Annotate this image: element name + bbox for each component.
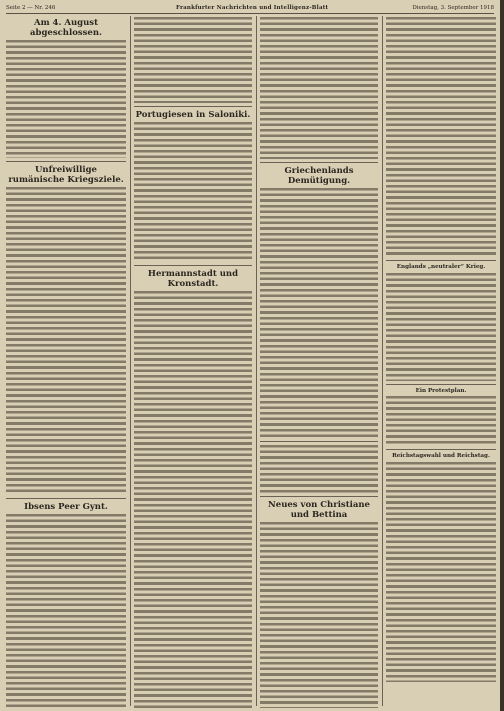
headline: Unfreiwillige rumänische Kriegsziele. bbox=[8, 165, 124, 185]
headline: Hermannstadt und Kronstadt. bbox=[147, 269, 239, 289]
article-body bbox=[6, 40, 126, 158]
page-header bbox=[6, 3, 494, 14]
article-body bbox=[386, 17, 496, 257]
article-body bbox=[134, 122, 252, 262]
headline: Ein Protestplan. bbox=[415, 387, 467, 394]
headline: Ibsens Peer Gynt. bbox=[24, 502, 108, 512]
article-body bbox=[260, 445, 378, 493]
article-body bbox=[134, 291, 252, 708]
page-edge bbox=[500, 0, 504, 711]
headline: Am 4. August abgeschlossen. bbox=[30, 18, 102, 38]
issue-date: Dienstag, 3. September 1918 bbox=[412, 5, 494, 11]
column-2 bbox=[134, 16, 252, 708]
article-body bbox=[260, 188, 378, 438]
article-body bbox=[260, 17, 378, 159]
headline: Portugiesen in Saloniki. bbox=[135, 110, 251, 120]
headline: Griechenlands Demütigung. bbox=[284, 166, 354, 186]
article-body bbox=[260, 522, 378, 708]
headline: Reichstagswahl und Reichstag. bbox=[392, 453, 490, 459]
page-number: Seite 2 — Nr. 246 bbox=[6, 5, 56, 11]
headline: Englands „neutraler“ Krieg. bbox=[396, 264, 486, 270]
article-body bbox=[6, 514, 126, 708]
article-body bbox=[386, 273, 496, 381]
column-4 bbox=[386, 16, 496, 708]
column-1 bbox=[6, 16, 126, 708]
headline: Neues von Christiane und Bettina bbox=[268, 500, 370, 520]
article-body bbox=[134, 17, 252, 103]
column-rule bbox=[382, 16, 383, 706]
article-body bbox=[6, 187, 126, 495]
column-rule bbox=[256, 16, 257, 706]
article-body bbox=[386, 462, 496, 682]
column-rule bbox=[130, 16, 131, 706]
newspaper-title: Frankfurter Nachrichten und Intelligenz-Blatt bbox=[176, 5, 329, 11]
article-body bbox=[386, 396, 496, 446]
column-3 bbox=[260, 16, 378, 708]
